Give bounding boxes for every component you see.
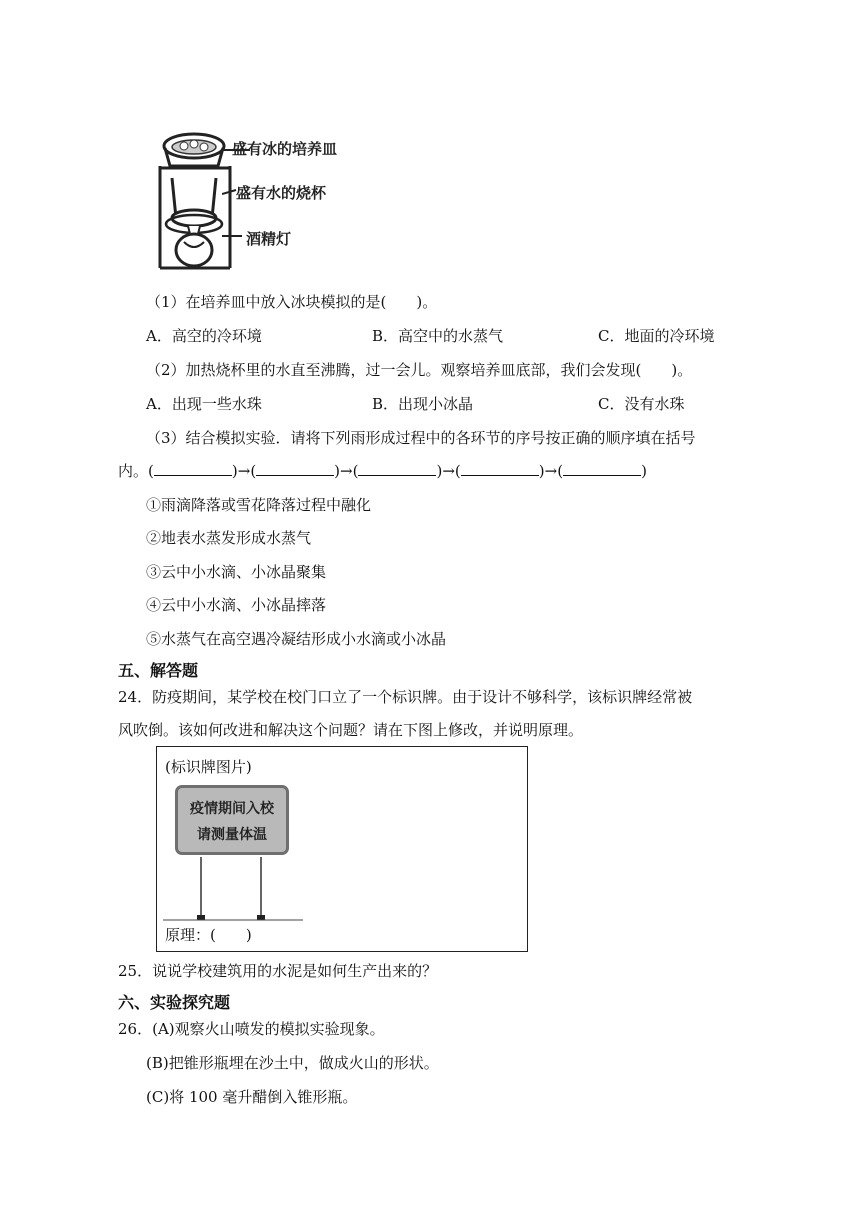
paren-close: )	[436, 462, 443, 480]
section-5-title: 五、解答题	[118, 661, 199, 680]
sign-text-line-1: 疫情期间入校	[190, 801, 274, 817]
q24-line-1: 24．防疫期间，某学校在校门口立了一个标识牌。由于设计不够科学，该标识牌经常被	[118, 688, 693, 706]
arrow: →	[237, 462, 251, 480]
arrow: →	[544, 462, 558, 480]
label-alcohol-lamp: 酒精灯	[246, 230, 292, 248]
answer-blank-4[interactable]	[461, 461, 539, 476]
q23-step-4: ④云中小水滴、小冰晶摔落	[146, 596, 327, 614]
q23-sub1-option-a: A．高空的冷环境	[146, 327, 262, 345]
paren-open: (	[352, 462, 359, 480]
label-beaker: 盛有水的烧杯	[236, 184, 327, 202]
sign-figure-box	[156, 746, 528, 952]
paren-open: (	[454, 462, 461, 480]
arrow: →	[442, 462, 455, 480]
q25: 25．说说学校建筑用的水泥是如何生产出来的？	[118, 962, 438, 980]
answer-blank-5[interactable]	[563, 461, 641, 476]
q23-sub1-option-b: B．高空中的水蒸气	[372, 327, 504, 345]
q23-step-3: ③云中小水滴、小冰晶聚集	[146, 563, 327, 581]
stem-prefix: 内。	[118, 462, 149, 480]
paren-open: (	[250, 462, 257, 480]
q23-sub3-stem: （3）结合模拟实验．请将下列雨形成过程中的各环节的序号按正确的顺序填在括号	[146, 429, 696, 447]
q23-sub1-option-c: C．地面的冷环境	[598, 327, 715, 345]
arrow: →	[340, 462, 353, 480]
q26-step-a: 26．(A)观察火山喷发的模拟实验现象。	[118, 1020, 385, 1038]
q24-line-2: 风吹倒。该如何改进和解决这个问题？请在下图上修改，并说明原理。	[118, 721, 584, 739]
q23-step-2: ②地表水蒸发形成水蒸气	[146, 529, 312, 547]
q23-sub3-answer-line	[118, 461, 647, 481]
paren-close: )	[231, 462, 238, 480]
q23-sub1-stem: （1）在培养皿中放入冰块模拟的是( )。	[146, 293, 438, 311]
paren-close: )	[334, 462, 341, 480]
paren-close: )	[538, 462, 545, 480]
sign-text-line-2: 请测量体温	[197, 827, 267, 843]
paren-close: )	[641, 462, 647, 480]
answer-blank-2[interactable]	[256, 461, 334, 476]
q23-sub2-option-a: A．出现一些水珠	[146, 395, 262, 413]
principle-answer[interactable]: 原理：( )	[165, 926, 252, 944]
section-6-title: 六、实验探究题	[118, 993, 231, 1012]
label-petri-dish: 盛有冰的培养皿	[232, 140, 338, 158]
paren-open: (	[557, 462, 564, 480]
q23-sub2-option-b: B．出现小冰晶	[372, 395, 474, 413]
q26-step-c: (C)将 100 毫升醋倒入锥形瓶。	[146, 1088, 358, 1106]
q23-step-5: ⑤水蒸气在高空遇冷凝结形成小水滴或小冰晶	[146, 630, 447, 648]
q23-step-1: ①雨滴降落或雪花降落过程中融化	[146, 496, 372, 514]
paren-open: (	[148, 462, 154, 480]
q23-sub2-stem: （2）加热烧杯里的水直至沸腾，过一会儿。观察培养皿底部，我们会发现( )。	[146, 361, 693, 379]
answer-blank-1[interactable]	[154, 461, 232, 476]
q23-sub2-option-c: C．没有水珠	[598, 395, 685, 413]
sign-box-caption: (标识牌图片)	[165, 758, 252, 776]
sign-posts	[157, 747, 529, 953]
q26-step-b: (B)把锥形瓶埋在沙土中，做成火山的形状。	[146, 1054, 439, 1072]
experiment-figure	[150, 126, 410, 274]
answer-blank-3[interactable]	[358, 461, 436, 476]
